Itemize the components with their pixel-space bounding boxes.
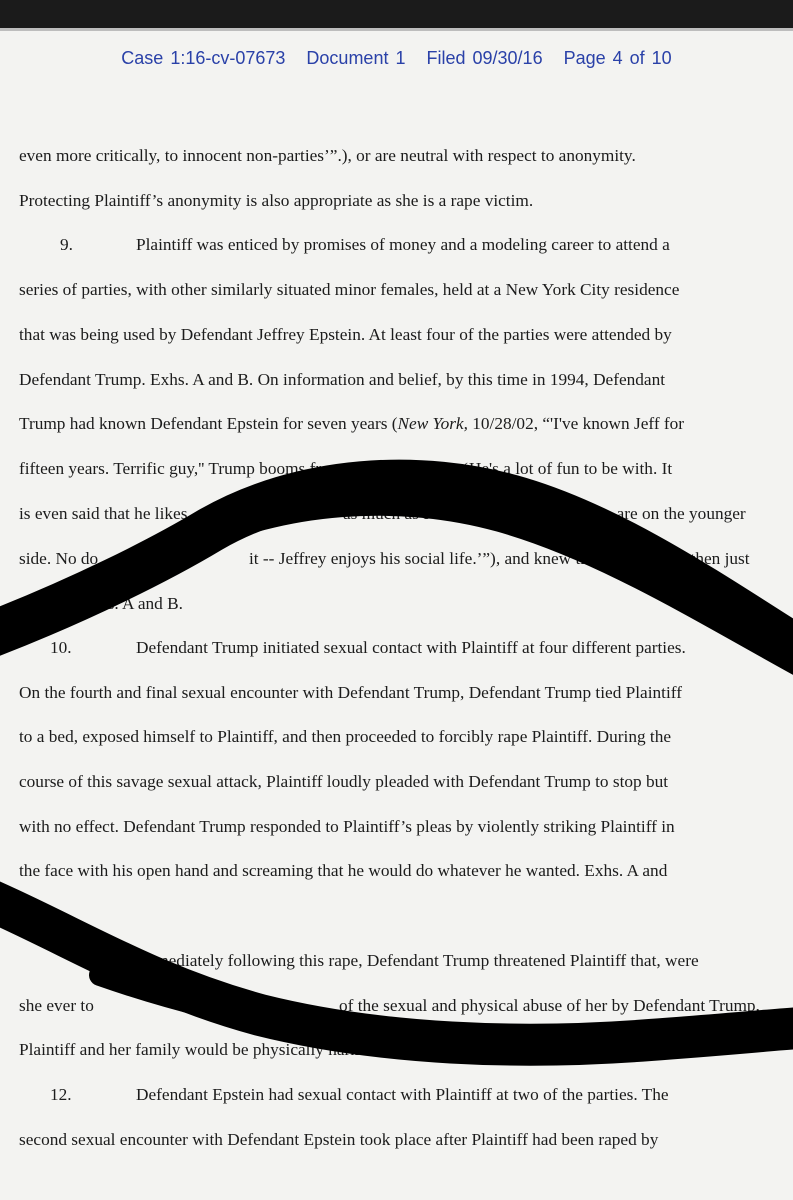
text-segment: side. No do [19, 549, 99, 568]
text-line: Plaintiff and her family would be physically harmed if not killed. Exhs. A and B. [19, 1040, 577, 1059]
text-line: even more critically, to innocent non-parties’”.), or are neutral with respect to anonymity. [19, 146, 636, 165]
text-line: second sexual encounter with Defendant Epstein took place after Plaintiff had been raped by [19, 1130, 659, 1149]
text-segment: she ever to [19, 996, 94, 1015]
text-line [19, 996, 760, 1016]
top-bar [0, 0, 793, 28]
text-line: Plaintiff was enticed by promises of money and a modeling career to attend a [136, 235, 670, 254]
paragraph-number: 12. [50, 1085, 72, 1104]
text-segment: 10/28/02, “'I've known Jeff for [467, 414, 685, 433]
text-line: Defendant Trump initiated sexual contact with Plaintiff at four different parties. [136, 638, 686, 657]
top-bar-edge [0, 28, 793, 31]
text-line: to a bed, exposed himself to Plaintiff, and then proceeded to forcibly rape Plaintiff. During the [19, 727, 672, 746]
page-indicator: Page 4 of 10 [563, 48, 672, 68]
redaction-stroke-lower [0, 900, 793, 1045]
text-line: Protecting Plaintiff’s anonymity is also appropriate as she is a rape victim. [19, 191, 534, 210]
text-segment: is even said that he likes [19, 504, 188, 523]
case-header [0, 48, 793, 69]
case-number: Case 1:16-cv-07673 [121, 48, 286, 68]
text-line: fifteen years. Terrific guy,'' Trump booms from a speakerphone. ‘He's a lot of fun to be with. It [19, 459, 673, 478]
document-number: Document 1 [306, 48, 406, 68]
text-segment: of the sexual and physical abuse of her by Defendant Trump, [339, 996, 760, 1015]
text-segment: Trump had known Defendant Epstein for seven years ( [19, 414, 398, 433]
text-line: Immediately following this rape, Defendant Trump threatened Plaintiff that, were [136, 951, 699, 970]
italic-citation: New York, [397, 414, 468, 433]
text-line: series of parties, with other similarly situated minor females, held at a New York City residence [19, 280, 680, 299]
text-line: the face with his open hand and screaming that he would do whatever he wanted. Exhs. A and [19, 861, 668, 880]
text-line: On the fourth and final sexual encounter with Defendant Trump, Defendant Trump tied Plaintiff [19, 683, 682, 702]
text-line: that was being used by Defendant Jeffrey Epstein. At least four of the parties were attended by [19, 325, 672, 344]
text-segment: as much as I do, [343, 504, 455, 523]
text-line: Defendant Epstein had sexual contact with Plaintiff at two of the parties. The [136, 1085, 669, 1104]
text-line [19, 549, 750, 569]
text-segment: it -- Jeffrey enjoys his social life.’”), and knew th [249, 549, 589, 568]
filed-date: Filed 09/30/16 [426, 48, 543, 68]
paragraph-number: 10. [50, 638, 72, 657]
text-line [19, 414, 684, 434]
text-line: course of this savage sexual attack, Plaintiff loudly pleaded with Defendant Trump to stop but [19, 772, 669, 791]
text-segment: iff was then just [639, 549, 750, 568]
text-line [19, 504, 746, 524]
text-line: with no effect. Defendant Trump responded to Plaintiff’s pleas by violently striking Plaintiff in [19, 817, 675, 836]
text-line: s old. Exhs. A and B. [38, 594, 183, 613]
text-segment: of them are on the younger [559, 504, 746, 523]
text-line: B. [19, 906, 35, 925]
text-line: Defendant Trump. Exhs. A and B. On information and belief, by this time in 1994, Defendant [19, 370, 666, 389]
paragraph-number: 9. [60, 235, 73, 254]
